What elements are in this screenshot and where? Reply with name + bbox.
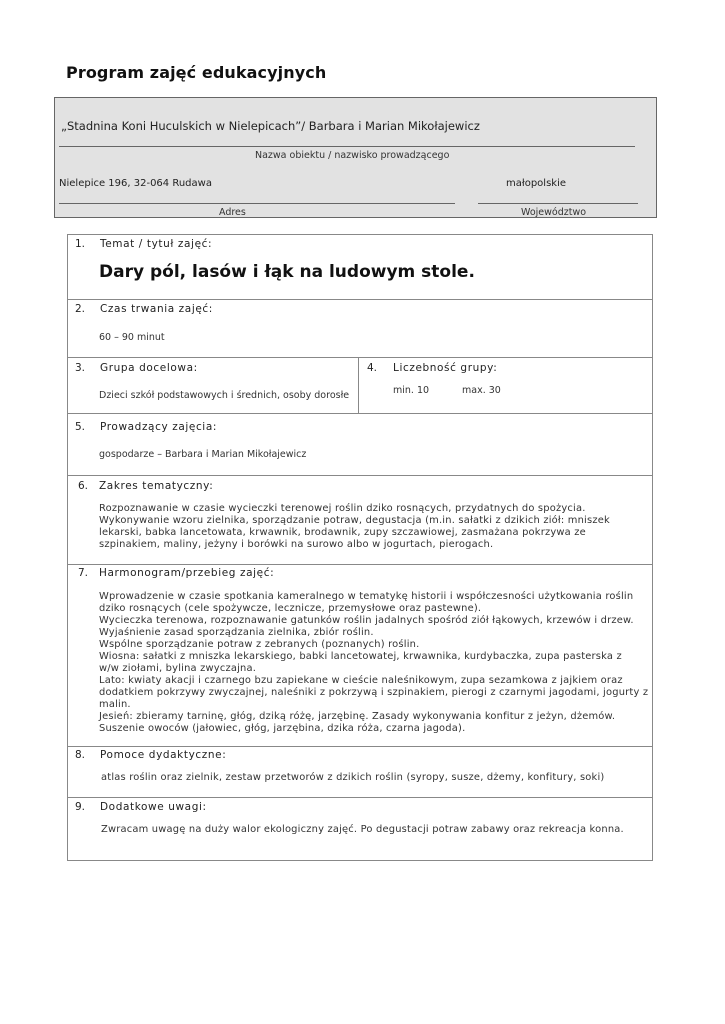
section-5-heading: Prowadzący zajęcia: xyxy=(100,421,217,433)
object-caption: Nazwa obiektu / nazwisko prowadzącego xyxy=(255,150,450,161)
section-2-heading: Czas trwania zajęć: xyxy=(100,303,213,315)
page-title: Program zajęć edukacyjnych xyxy=(66,63,327,82)
row-divider xyxy=(68,797,652,798)
object-name: „Stadnina Koni Huculskich w Nielepicach”/ Barbara i Marian Mikołajewicz xyxy=(61,119,480,133)
teaching-aids-text xyxy=(101,772,604,784)
text-line: dodatkiem pokrzywy zwyczajnej, naleśniki z pokrzywą i szpinakiem, pierogi z czarnymi jagodami, jogurty z xyxy=(99,687,649,698)
section-6-heading: Zakres tematyczny: xyxy=(99,480,214,492)
section-6-number: 6. xyxy=(78,480,89,492)
duration-value: 60 – 90 minut xyxy=(99,332,165,343)
object-name-line xyxy=(59,146,635,147)
target-group-value: Dzieci szkół podstawowych i średnich, osoby dorosłe xyxy=(99,390,350,401)
row-divider xyxy=(68,299,652,300)
text-line: w/w ziołami, bylina zwyczajna. xyxy=(99,663,257,674)
row-divider xyxy=(68,413,652,414)
voivodeship-caption: Województwo xyxy=(521,207,587,218)
section-7-heading: Harmonogram/przebieg zajęć: xyxy=(99,567,275,579)
text-line: Wspólne sporządzanie potraw z zebranych (poznanych) roślin. xyxy=(99,639,420,650)
group-max-value: max. 30 xyxy=(462,385,501,396)
program-table xyxy=(67,234,653,861)
topic-scope-text xyxy=(99,503,610,551)
section-1-heading: Temat / tytuł zajęć: xyxy=(100,238,213,250)
text-line: Wyjaśnienie zasad sporządzania zielnika, zbiór roślin. xyxy=(99,627,374,638)
section-8-heading: Pomoce dydaktyczne: xyxy=(100,749,227,761)
schedule-text xyxy=(99,591,648,735)
section-9-number: 9. xyxy=(75,801,86,813)
text-line: szpinakiem, maliny, jeżyny i borówki na surowo albo w jogurtach, pierogach. xyxy=(99,539,494,550)
text-line: Wycieczka terenowa, rozpoznawanie gatunków roślin jadalnych spośród ziół łąkowych, krzewów i drzew. xyxy=(99,615,634,626)
voivodeship-line xyxy=(478,203,638,204)
group-min-value: min. 10 xyxy=(393,385,430,396)
text-line: lekarski, babka lancetowata, krwawnik, brodawnik, zupy szczawiowej, zasmażana pokrzywa ze xyxy=(99,527,586,538)
row-divider xyxy=(68,746,652,747)
row-divider xyxy=(68,357,652,358)
header-box xyxy=(54,97,657,218)
text-line: malin. xyxy=(99,699,131,710)
section-3-number: 3. xyxy=(75,362,86,374)
additional-notes-text xyxy=(101,824,624,836)
text-line: Zwracam uwagę na duży walor ekologiczny zajęć. Po degustacji potraw zabawy oraz rekreacja konna. xyxy=(101,824,624,835)
section-4-number: 4. xyxy=(367,362,378,374)
instructors-value: gospodarze – Barbara i Marian Mikołajewicz xyxy=(99,449,307,460)
text-line: Jesień: zbieramy tarninę, głóg, dziką różę, jarzębinę. Zasady wykonywania konfitur z jeżyn, dżemów. xyxy=(99,711,616,722)
row-divider xyxy=(68,564,652,565)
section-1-number: 1. xyxy=(75,238,86,250)
text-line: Lato: kwiaty akacji i czarnego bzu zapiekane w cieście naleśnikowym, zupa sezamkowa z jajkiem oraz xyxy=(99,675,623,686)
text-line: Rozpoznawanie w czasie wycieczki terenowej roślin dziko rosnących, przydatnych do spożycia. xyxy=(99,503,586,514)
section-3-heading: Grupa docelowa: xyxy=(100,362,198,374)
text-line: Wprowadzenie w czasie spotkania kameralnego w tematykę historii i współczesności użytkowania roślin xyxy=(99,591,634,602)
text-line: dziko rosnących (cele spożywcze, lecznicze, przemysłowe oraz pastewne). xyxy=(99,603,482,614)
text-line: Wykonywanie wzoru zielnika, sporządzanie potraw, degustacja (m.in. sałatki z dzikich ziół: mniszek xyxy=(99,515,610,526)
section-2-number: 2. xyxy=(75,303,86,315)
section-7-number: 7. xyxy=(78,567,89,579)
address-caption: Adres xyxy=(219,207,246,218)
topic-title: Dary pól, lasów i łąk na ludowym stole. xyxy=(99,262,475,282)
section-5-number: 5. xyxy=(75,421,86,433)
text-line: atlas roślin oraz zielnik, zestaw przetworów z dzikich roślin (syropy, susze, dżemy, konfitury, soki) xyxy=(101,772,605,783)
column-divider xyxy=(358,357,359,413)
row-divider xyxy=(68,475,652,476)
section-9-heading: Dodatkowe uwagi: xyxy=(100,801,207,813)
section-8-number: 8. xyxy=(75,749,86,761)
address-value: Nielepice 196, 32-064 Rudawa xyxy=(59,178,212,189)
text-line: Suszenie owoców (jałowiec, głóg, jarzębina, dzika róża, czarna jagoda). xyxy=(99,723,466,734)
text-line: Wiosna: sałatki z mniszka lekarskiego, babki lancetowatej, krwawnika, kurdybaczka, zupa pasterska z xyxy=(99,651,622,662)
voivodeship-value: małopolskie xyxy=(506,178,567,189)
address-line xyxy=(59,203,455,204)
section-4-heading: Liczebność grupy: xyxy=(393,362,498,374)
